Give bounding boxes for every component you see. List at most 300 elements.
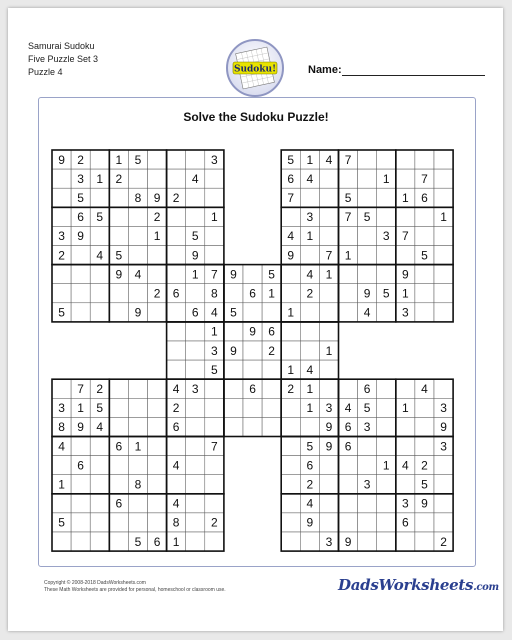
sudoku-cell[interactable] [52, 532, 71, 551]
sudoku-cell[interactable] [339, 513, 358, 532]
sudoku-given-digit: 8 [134, 190, 142, 205]
sudoku-cell[interactable] [148, 417, 167, 436]
sudoku-cell[interactable] [358, 456, 377, 475]
sudoku-cell[interactable] [52, 284, 71, 303]
sudoku-cell[interactable] [148, 246, 167, 265]
sudoku-cell[interactable] [281, 456, 300, 475]
sudoku-cell[interactable] [243, 303, 262, 322]
sudoku-given-digit: 9 [191, 248, 199, 263]
sudoku-cell[interactable] [396, 379, 415, 398]
sudoku-cell[interactable] [90, 303, 109, 322]
sudoku-cell[interactable] [319, 494, 338, 513]
sudoku-given-digit: 4 [306, 171, 314, 186]
sudoku-cell[interactable] [281, 437, 300, 456]
sudoku-cell[interactable] [71, 246, 90, 265]
usage-note: These Math Worksheets are provided for personal, homeschool or classroom use. [44, 587, 226, 593]
sudoku-cell[interactable] [186, 475, 205, 494]
sudoku-cell[interactable] [396, 207, 415, 226]
sudoku-cell[interactable] [128, 226, 147, 245]
sudoku-given-digit: 3 [306, 210, 314, 225]
sudoku-given-digit: 1 [306, 152, 314, 167]
sudoku-cell[interactable] [90, 437, 109, 456]
sudoku-given-digit: 2 [306, 477, 314, 492]
sudoku-given-digit: 2 [58, 248, 65, 263]
sudoku-cell[interactable] [396, 246, 415, 265]
sudoku-given-digit: 8 [134, 477, 142, 492]
sudoku-given-digit: 9 [306, 515, 314, 530]
sudoku-cell[interactable] [167, 322, 186, 341]
sudoku-cell[interactable] [319, 322, 338, 341]
sudoku-given-digit: 6 [268, 324, 275, 339]
sudoku-cell[interactable] [377, 475, 396, 494]
puzzle-number: Puzzle 4 [28, 67, 63, 77]
sudoku-cell[interactable] [186, 284, 205, 303]
sudoku-cell[interactable] [167, 169, 186, 188]
brand-name: DadsWorksheets [338, 576, 474, 594]
sudoku-cell[interactable] [205, 494, 224, 513]
sudoku-cell[interactable] [71, 475, 90, 494]
sudoku-cell[interactable] [281, 265, 300, 284]
sudoku-cell[interactable] [224, 417, 243, 436]
sudoku-cell[interactable] [186, 494, 205, 513]
sudoku-cell[interactable] [319, 513, 338, 532]
sudoku-cell[interactable] [339, 475, 358, 494]
sudoku-cell[interactable] [434, 265, 453, 284]
sudoku-given-digit: 2 [153, 286, 161, 301]
sudoku-cell[interactable] [167, 360, 186, 379]
sudoku-cell[interactable] [186, 150, 205, 169]
sudoku-given-digit: 5 [58, 515, 65, 530]
sudoku-cell[interactable] [300, 417, 319, 436]
sudoku-cell[interactable] [52, 494, 71, 513]
sudoku-cell[interactable] [205, 379, 224, 398]
sudoku-cell[interactable] [319, 284, 338, 303]
sudoku-cell[interactable] [205, 188, 224, 207]
sudoku-cell[interactable] [377, 417, 396, 436]
sudoku-cell[interactable] [109, 475, 128, 494]
sudoku-cell[interactable] [319, 360, 338, 379]
sudoku-cell[interactable] [148, 456, 167, 475]
sudoku-cell[interactable] [186, 513, 205, 532]
sudoku-cell[interactable] [415, 532, 434, 551]
sudoku-cell[interactable] [109, 284, 128, 303]
sudoku-cell[interactable] [186, 398, 205, 417]
sudoku-cell[interactable] [300, 188, 319, 207]
sudoku-given-digit: 2 [77, 152, 84, 167]
sudoku-cell[interactable] [128, 456, 147, 475]
sudoku-given-digit: 4 [344, 401, 352, 416]
sudoku-cell[interactable] [186, 360, 205, 379]
sudoku-given-digit: 1 [306, 229, 314, 244]
sudoku-given-digit: 1 [402, 286, 409, 301]
sudoku-cell[interactable] [415, 513, 434, 532]
sudoku-cell[interactable] [167, 150, 186, 169]
sudoku-cell[interactable] [281, 322, 300, 341]
sudoku-cell[interactable] [167, 226, 186, 245]
sudoku-given-digit: 1 [115, 152, 123, 167]
sudoku-cell[interactable] [205, 226, 224, 245]
sudoku-cell[interactable] [205, 532, 224, 551]
sudoku-cell[interactable] [434, 246, 453, 265]
sudoku-cell[interactable] [434, 513, 453, 532]
sudoku-cell[interactable] [167, 437, 186, 456]
sudoku-cell[interactable] [300, 303, 319, 322]
sudoku-given-digit: 2 [96, 381, 104, 396]
sudoku-cell[interactable] [148, 437, 167, 456]
sudoku-cell[interactable] [90, 265, 109, 284]
sudoku-given-digit: 2 [268, 343, 275, 358]
sudoku-cell[interactable] [148, 379, 167, 398]
sudoku-cell[interactable] [128, 169, 147, 188]
sudoku-cell[interactable] [358, 226, 377, 245]
sudoku-given-digit: 1 [58, 477, 65, 492]
sudoku-cell[interactable] [415, 226, 434, 245]
sudoku-given-digit: 6 [191, 305, 199, 320]
sudoku-cell[interactable] [52, 207, 71, 226]
sudoku-cell[interactable] [90, 226, 109, 245]
sudoku-cell[interactable] [243, 341, 262, 360]
sudoku-cell[interactable] [128, 284, 147, 303]
sudoku-given-digit: 7 [421, 171, 428, 186]
sudoku-given-digit: 9 [230, 343, 237, 358]
sudoku-cell[interactable] [224, 379, 243, 398]
sudoku-cell[interactable] [434, 150, 453, 169]
sudoku-cell[interactable] [339, 379, 358, 398]
sudoku-cell[interactable] [262, 417, 281, 436]
sudoku-cell[interactable] [339, 169, 358, 188]
sudoku-cell[interactable] [396, 532, 415, 551]
sudoku-given-digit: 3 [402, 305, 409, 320]
sudoku-given-digit: 2 [172, 401, 180, 416]
sudoku-given-digit: 2 [306, 286, 314, 301]
sudoku-cell[interactable] [358, 169, 377, 188]
name-label: Name: [308, 64, 342, 76]
sudoku-cell[interactable] [319, 475, 338, 494]
sudoku-given-digit: 7 [77, 381, 84, 396]
sudoku-given-digit: 1 [382, 171, 390, 186]
sudoku-cell[interactable] [186, 456, 205, 475]
sudoku-cell[interactable] [224, 360, 243, 379]
sudoku-given-digit: 5 [306, 439, 314, 454]
sudoku-cell[interactable] [128, 417, 147, 436]
sudoku-cell[interactable] [205, 475, 224, 494]
sudoku-given-digit: 5 [382, 286, 390, 301]
sudoku-cell[interactable] [186, 532, 205, 551]
sudoku-cell[interactable] [90, 513, 109, 532]
sudoku-cell[interactable] [262, 360, 281, 379]
sudoku-cell[interactable] [281, 398, 300, 417]
sudoku-cell[interactable] [71, 437, 90, 456]
sudoku-cell[interactable] [52, 456, 71, 475]
sudoku-cell[interactable] [415, 303, 434, 322]
sudoku-cell[interactable] [281, 494, 300, 513]
sudoku-cell[interactable] [358, 265, 377, 284]
sudoku-cell[interactable] [415, 284, 434, 303]
sudoku-cell[interactable] [396, 475, 415, 494]
sudoku-cell[interactable] [109, 417, 128, 436]
sudoku-cell[interactable] [90, 532, 109, 551]
sudoku-given-digit: 2 [421, 458, 428, 473]
sudoku-given-digit: 4 [191, 171, 199, 186]
sudoku-cell[interactable] [90, 284, 109, 303]
sudoku-cell[interactable] [109, 226, 128, 245]
sudoku-cell[interactable] [148, 494, 167, 513]
sudoku-given-digit: 7 [287, 190, 295, 205]
sudoku-cell[interactable] [109, 456, 128, 475]
sudoku-cell[interactable] [167, 246, 186, 265]
sudoku-cell[interactable] [109, 303, 128, 322]
sudoku-cell[interactable] [205, 456, 224, 475]
sudoku-cell[interactable] [205, 246, 224, 265]
sudoku-cell[interactable] [300, 322, 319, 341]
sudoku-given-digit: 6 [172, 420, 180, 435]
sudoku-cell[interactable] [358, 437, 377, 456]
sudoku-cell[interactable] [109, 379, 128, 398]
sudoku-given-digit: 5 [421, 248, 428, 263]
sudoku-given-digit: 6 [77, 210, 84, 225]
sudoku-given-digit: 7 [325, 248, 333, 263]
sudoku-cell[interactable] [377, 188, 396, 207]
sudoku-cell[interactable] [396, 437, 415, 456]
sudoku-cell[interactable] [167, 303, 186, 322]
sudoku-cell[interactable] [434, 494, 453, 513]
sudoku-cell[interactable] [148, 303, 167, 322]
sudoku-cell[interactable] [224, 322, 243, 341]
sudoku-given-digit: 4 [306, 362, 314, 377]
sudoku-cell[interactable] [434, 284, 453, 303]
sudoku-cell[interactable] [415, 150, 434, 169]
sudoku-cell[interactable] [377, 513, 396, 532]
sudoku-cell[interactable] [339, 494, 358, 513]
sudoku-given-digit: 9 [421, 496, 428, 511]
sudoku-given-digit: 1 [306, 401, 314, 416]
sudoku-cell[interactable] [186, 341, 205, 360]
sudoku-cell[interactable] [148, 265, 167, 284]
sudoku-cell[interactable] [319, 226, 338, 245]
sudoku-cell[interactable] [71, 303, 90, 322]
sudoku-given-digit: 2 [153, 210, 161, 225]
sudoku-cell[interactable] [339, 456, 358, 475]
sudoku-cell[interactable] [128, 398, 147, 417]
sudoku-cell[interactable] [281, 513, 300, 532]
sudoku-cell[interactable] [186, 437, 205, 456]
sudoku-cell[interactable] [186, 417, 205, 436]
sudoku-cell[interactable] [396, 169, 415, 188]
sudoku-given-digit: 6 [402, 515, 409, 530]
sudoku-given-digit: 4 [172, 381, 180, 396]
sudoku-cell[interactable] [434, 188, 453, 207]
sudoku-cell[interactable] [262, 303, 281, 322]
sudoku-cell[interactable] [281, 207, 300, 226]
sudoku-given-digit: 4 [421, 381, 428, 396]
sudoku-cell[interactable] [128, 494, 147, 513]
sudoku-cell[interactable] [377, 437, 396, 456]
sudoku-cell[interactable] [358, 513, 377, 532]
sudoku-cell[interactable] [358, 532, 377, 551]
sudoku-cell[interactable] [71, 532, 90, 551]
sudoku-given-digit: 6 [172, 286, 180, 301]
sudoku-cell[interactable] [319, 303, 338, 322]
sudoku-cell[interactable] [300, 246, 319, 265]
sudoku-cell[interactable] [262, 379, 281, 398]
sudoku-cell[interactable] [319, 456, 338, 475]
sudoku-cell[interactable] [415, 398, 434, 417]
sudoku-cell[interactable] [358, 246, 377, 265]
sudoku-cell[interactable] [109, 398, 128, 417]
sudoku-cell[interactable] [205, 417, 224, 436]
sudoku-cell[interactable] [281, 417, 300, 436]
sudoku-cell[interactable] [71, 284, 90, 303]
sudoku-given-digit: 2 [287, 381, 295, 396]
sudoku-cell[interactable] [186, 207, 205, 226]
sudoku-cell[interactable] [358, 188, 377, 207]
sudoku-given-digit: 5 [268, 267, 275, 282]
sudoku-cell[interactable] [377, 207, 396, 226]
sudoku-cell[interactable] [109, 532, 128, 551]
sudoku-cell[interactable] [339, 284, 358, 303]
sudoku-given-digit: 4 [58, 439, 65, 454]
sudoku-cell[interactable] [205, 398, 224, 417]
sudoku-cell[interactable] [300, 341, 319, 360]
sudoku-cell[interactable] [90, 475, 109, 494]
sudoku-cell[interactable] [339, 226, 358, 245]
sudoku-cell[interactable] [128, 207, 147, 226]
sudoku-given-digit: 6 [344, 439, 352, 454]
sudoku-cell[interactable] [243, 417, 262, 436]
sudoku-cell[interactable] [377, 398, 396, 417]
sudoku-given-digit: 3 [58, 229, 65, 244]
sudoku-cell[interactable] [434, 226, 453, 245]
sudoku-cell[interactable] [243, 360, 262, 379]
sudoku-cell[interactable] [52, 265, 71, 284]
sudoku-cell[interactable] [186, 322, 205, 341]
sudoku-given-digit: 4 [134, 267, 142, 282]
sudoku-cell[interactable] [339, 265, 358, 284]
sudoku-given-digit: 5 [96, 401, 104, 416]
sudoku-cell[interactable] [396, 417, 415, 436]
logo-text: Sudoku! [233, 64, 277, 75]
sudoku-cell[interactable] [71, 513, 90, 532]
sudoku-cell[interactable] [377, 246, 396, 265]
sudoku-given-digit: 9 [402, 267, 409, 282]
sudoku-cell[interactable] [415, 265, 434, 284]
sudoku-cell[interactable] [148, 513, 167, 532]
sudoku-cell[interactable] [224, 398, 243, 417]
sudoku-given-digit: 1 [134, 439, 142, 454]
sudoku-cell[interactable] [300, 532, 319, 551]
sudoku-cell[interactable] [358, 494, 377, 513]
sudoku-cell[interactable] [377, 379, 396, 398]
sudoku-given-digit: 4 [306, 496, 314, 511]
sudoku-cell[interactable] [71, 265, 90, 284]
sudoku-cell[interactable] [90, 188, 109, 207]
sudoku-cell[interactable] [109, 188, 128, 207]
sudoku-given-digit: 1 [211, 324, 218, 339]
sudoku-cell[interactable] [281, 532, 300, 551]
sudoku-cell[interactable] [90, 456, 109, 475]
sudoku-cell[interactable] [148, 150, 167, 169]
sudoku-cell[interactable] [186, 188, 205, 207]
sudoku-cell[interactable] [358, 150, 377, 169]
sudoku-cell[interactable] [319, 207, 338, 226]
sudoku-cell[interactable] [224, 284, 243, 303]
sudoku-cell[interactable] [52, 379, 71, 398]
sudoku-cell[interactable] [71, 494, 90, 513]
sudoku-cell[interactable] [90, 150, 109, 169]
sudoku-cell[interactable] [434, 379, 453, 398]
sudoku-cell[interactable] [415, 417, 434, 436]
sudoku-cell[interactable] [262, 398, 281, 417]
sudoku-given-digit: 4 [96, 248, 104, 263]
sudoku-cell[interactable] [377, 494, 396, 513]
sudoku-cell[interactable] [109, 513, 128, 532]
sudoku-given-digit: 5 [96, 210, 104, 225]
sudoku-given-digit: 4 [172, 458, 180, 473]
sudoku-cell[interactable] [339, 303, 358, 322]
sudoku-given-digit: 6 [249, 381, 256, 396]
sudoku-given-digit: 1 [268, 286, 275, 301]
sudoku-cell[interactable] [319, 169, 338, 188]
sudoku-cell[interactable] [434, 169, 453, 188]
sudoku-cell[interactable] [52, 169, 71, 188]
sudoku-cell[interactable] [434, 303, 453, 322]
sudoku-cell[interactable] [128, 246, 147, 265]
sudoku-cell[interactable] [281, 475, 300, 494]
sudoku-cell[interactable] [281, 284, 300, 303]
sudoku-cell[interactable] [396, 150, 415, 169]
sudoku-cell[interactable] [434, 475, 453, 494]
sudoku-cell[interactable] [205, 169, 224, 188]
sudoku-cell[interactable] [415, 207, 434, 226]
sudoku-cell[interactable] [319, 188, 338, 207]
sudoku-given-digit: 3 [440, 401, 447, 416]
sudoku-cell[interactable] [167, 265, 186, 284]
sudoku-given-digit: 8 [211, 286, 218, 301]
sudoku-cell[interactable] [243, 398, 262, 417]
sudoku-cell[interactable] [167, 341, 186, 360]
sudoku-given-digit: 9 [77, 229, 84, 244]
sudoku-cell[interactable] [434, 456, 453, 475]
sudoku-cell[interactable] [148, 398, 167, 417]
sudoku-cell[interactable] [377, 532, 396, 551]
sudoku-cell[interactable] [128, 513, 147, 532]
sudoku-cell[interactable] [281, 341, 300, 360]
sudoku-cell[interactable] [377, 303, 396, 322]
sudoku-cell[interactable] [90, 494, 109, 513]
copyright-text: Copyright © 2008-2018 DadsWorksheets.com [44, 580, 146, 586]
sudoku-cell[interactable] [148, 169, 167, 188]
sudoku-cell[interactable] [319, 379, 338, 398]
sudoku-given-digit: 9 [287, 248, 295, 263]
sudoku-given-digit: 6 [344, 420, 352, 435]
sudoku-cell[interactable] [128, 379, 147, 398]
sudoku-cell[interactable] [167, 475, 186, 494]
sudoku-cell[interactable] [167, 207, 186, 226]
sudoku-given-digit: 9 [249, 324, 256, 339]
sudoku-given-digit: 8 [172, 515, 180, 530]
sudoku-given-digit: 6 [306, 458, 314, 473]
sudoku-cell[interactable] [377, 150, 396, 169]
sudoku-given-digit: 6 [153, 534, 161, 549]
sudoku-cell[interactable] [148, 475, 167, 494]
sudoku-cell[interactable] [109, 207, 128, 226]
sudoku-cell[interactable] [243, 265, 262, 284]
sudoku-cell[interactable] [415, 437, 434, 456]
sudoku-given-digit: 6 [421, 190, 428, 205]
sudoku-cell[interactable] [377, 265, 396, 284]
sudoku-cell[interactable] [52, 188, 71, 207]
sudoku-given-digit: 1 [172, 534, 180, 549]
